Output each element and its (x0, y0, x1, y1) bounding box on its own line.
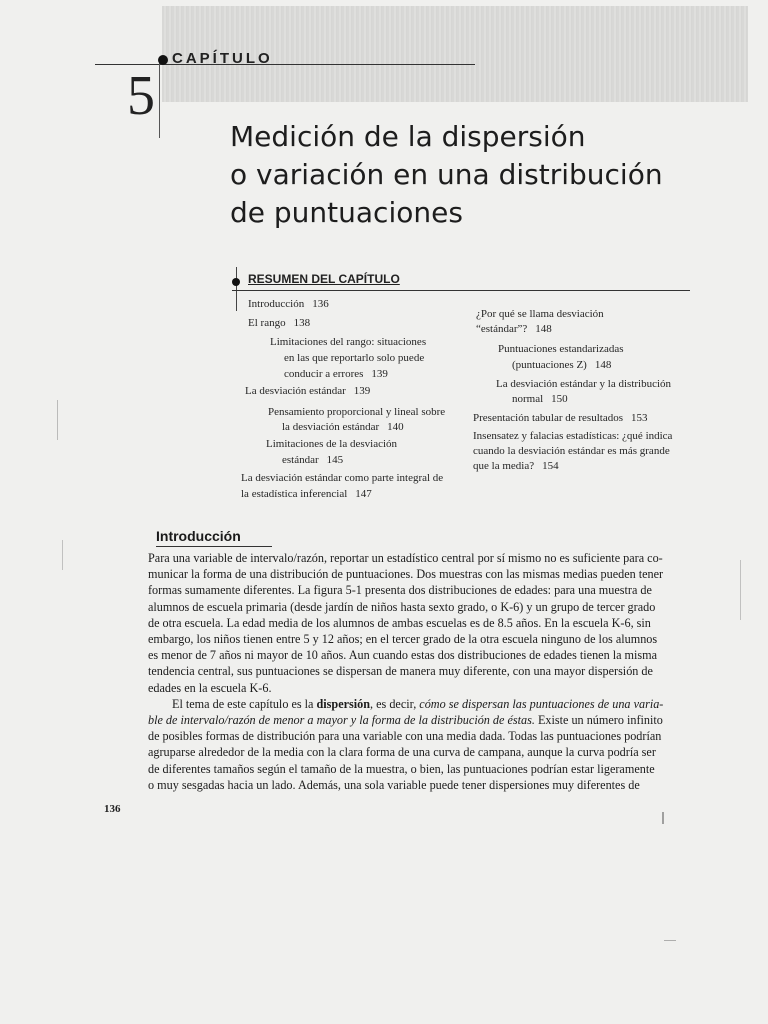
toc-entry: Puntuaciones estandarizadas (498, 343, 624, 355)
page-number: 136 (104, 803, 121, 815)
toc-entry: la estadística inferencial 147 (241, 488, 372, 500)
title-line: de puntuaciones (230, 196, 463, 229)
toc-entry: Limitaciones del rango: situaciones (270, 336, 427, 348)
title-line: Medición de la dispersión (230, 120, 586, 153)
body-line: tendencia central, sus puntuaciones se dispersan de manera muy diferente, con una mayor dispersión de (148, 664, 653, 679)
summary-vertical-rule (236, 267, 237, 311)
toc-entry: la desviación estándar 140 (282, 421, 404, 433)
body-line: El tema de este capítulo es la dispersión, es decir, cómo se dispersan las puntuaciones de una varia- (172, 696, 664, 711)
toc-entry: conducir a errores 139 (284, 368, 388, 380)
toc-entry: Presentación tabular de resultados 153 (473, 412, 648, 424)
summary-rule (232, 290, 690, 291)
body-line: ble de intervalo/razón de menor a mayor y la forma de la distribución de éstas. Existe un número infinito (148, 713, 663, 728)
scan-margin-mark (662, 812, 664, 824)
scan-margin-mark (62, 540, 63, 570)
toc-entry: que la media? 154 (473, 460, 559, 472)
body-line: municar la forma de una distribución de puntuaciones. Dos muestras con las mismas medias pueden tener (148, 567, 664, 582)
introduction-body (148, 550, 664, 793)
toc-entry: Limitaciones de la desviación (266, 438, 398, 450)
toc-entry: normal 150 (512, 393, 568, 405)
summary-bullet-icon (232, 278, 240, 286)
body-line: de diferentes tamaños según el tamaño de la muestra, o bien, las puntuaciones podrían estar ligeramente (148, 761, 655, 776)
toc-entry: La desviación estándar 139 (245, 385, 371, 397)
scan-margin-mark (664, 940, 676, 941)
scan-margin-mark (740, 560, 741, 620)
keyword-dispersion: dispersión (316, 696, 371, 711)
body-line: o muy sesgadas hacia un lado. Además, una sola variable puede tener dispersiones muy diferentes de (148, 777, 640, 792)
chapter-label: CAPÍTULO (172, 50, 273, 67)
body-line: alumnos de escuela primaria (desde jardín de niños hasta sexto grado, o K-6) y un grupo de tercer grado (148, 599, 656, 614)
chapter-number: 5 (127, 65, 155, 127)
body-line: embargo, los niños tienen entre 5 y 12 años; en el tercer grado de la otra escuela ninguno de los alumnos (148, 632, 658, 647)
toc-entry: en las que reportarlo solo puede (284, 352, 425, 364)
body-line: Para una variable de intervalo/razón, reportar un estadístico central por sí mismo no es suficiente para co- (148, 551, 663, 565)
toc-entry: La desviación estándar como parte integral de (241, 472, 444, 484)
body-line: formas sumamente diferentes. La figura 5-1 presenta dos distribuciones de edades: para una muestra de (148, 583, 652, 598)
chapter-title (230, 118, 700, 232)
body-line: agruparse alrededor de la media con la clara forma de una curva de campana, aunque la curva podría ser (148, 745, 656, 760)
title-line: o variación en una distribución (230, 158, 663, 191)
introduction-heading: Introducción (156, 528, 241, 544)
summary-heading: RESUMEN DEL CAPÍTULO (248, 272, 400, 286)
toc-entry: Insensatez y falacias estadísticas: ¿qué indica (473, 430, 673, 442)
body-line: es menor de 7 años ni mayor de 10 años. Aun cuando estas dos distribuciones de edades tienen la misma (148, 648, 658, 663)
toc-entry: ¿Por qué se llama desviación (476, 308, 604, 320)
toc-entry: Pensamiento proporcional y lineal sobre (268, 406, 446, 418)
toc-entry: cuando la desviación estándar es más grande (473, 445, 670, 457)
body-line: edades en la escuela K-6. (148, 680, 272, 695)
chapter-bullet-icon (158, 55, 168, 65)
scan-margin-mark (57, 400, 58, 440)
toc-entry: “estándar”? 148 (476, 323, 552, 335)
body-line: de otra escuela. La edad media de los alumnos de ambas escuelas es de 8.5 años. En la escuela K-6, sin (148, 615, 651, 630)
introduction-rule (156, 546, 272, 547)
body-line: de posibles formas de distribución para una variable con una media dada. Todas las puntuaciones podrían (148, 729, 662, 744)
toc-entry: estándar 145 (282, 454, 344, 466)
toc-entry: (puntuaciones Z) 148 (512, 359, 612, 371)
toc-entry: El rango 138 (248, 317, 311, 329)
toc-entry: La desviación estándar y la distribución (496, 378, 672, 390)
chapter-vertical-rule (159, 58, 160, 138)
toc-entry: Introducción 136 (248, 298, 329, 310)
